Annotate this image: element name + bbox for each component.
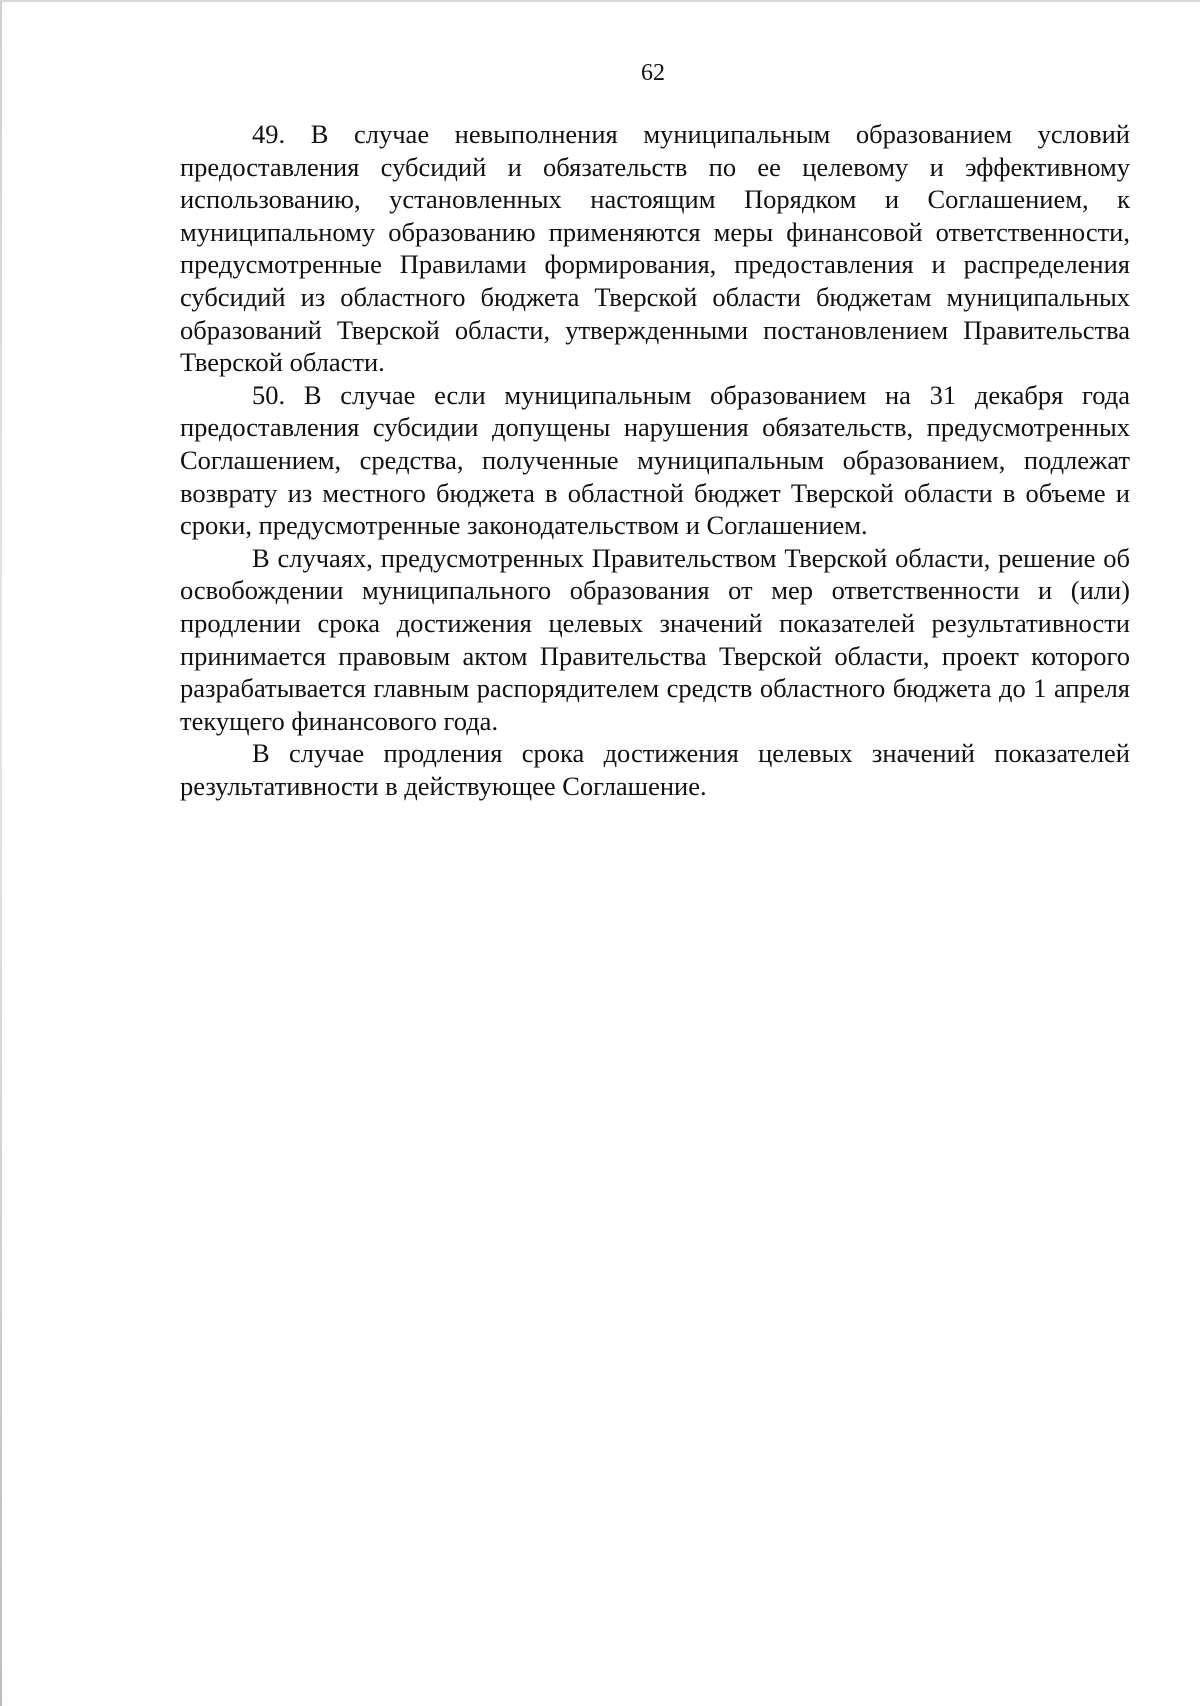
- paragraph-49: 49. В случае невыполнения муниципальным образованием условий предоставления субсидий и обязательств по ее целевому и эффективному использованию, установленных настоящим Порядком и Соглашением, к муниципальному образованию применяются меры финансовой ответственности, предусмотренные Правилами формирования, предоставления и распределения субсидий из областного бюджета Тверской области бюджетам муниципальных образований Тверской области, утвержденными постановлением Правительства Тверской области.: [180, 119, 1130, 378]
- paragraph-50: 50. В случае если муниципальным образованием на 31 декабря года предоставления субсидии допущены нарушения обязательств, предусмотренных Соглашением, средства, полученные муниципальным образованием, подлежат возврату из местного бюджета в областной бюджет Тверской области в объеме и сроки, предусмотренные законодательством и Соглашением.: [180, 379, 1130, 541]
- scan-edge-left: [0, 0, 2, 1706]
- scan-edge-top: [0, 0, 1200, 2]
- paragraph-exemption: В случаях, предусмотренных Правительством Тверской области, решение об освобождении муниципального образования от мер ответственности и (или) продлении срока достижения целевых значений показателей результативности принимается правовым актом Правительства Тверской области, проект которого разрабатывается главным распорядителем средств областного бюджета до 1 апреля текущего финансового года.: [180, 542, 1130, 736]
- paragraph-extension: В случае продления срока достижения целевых значений показателей результативности в действующее Соглашение.: [180, 738, 1130, 801]
- page-number: 62: [641, 60, 665, 86]
- document-body: [180, 118, 1130, 802]
